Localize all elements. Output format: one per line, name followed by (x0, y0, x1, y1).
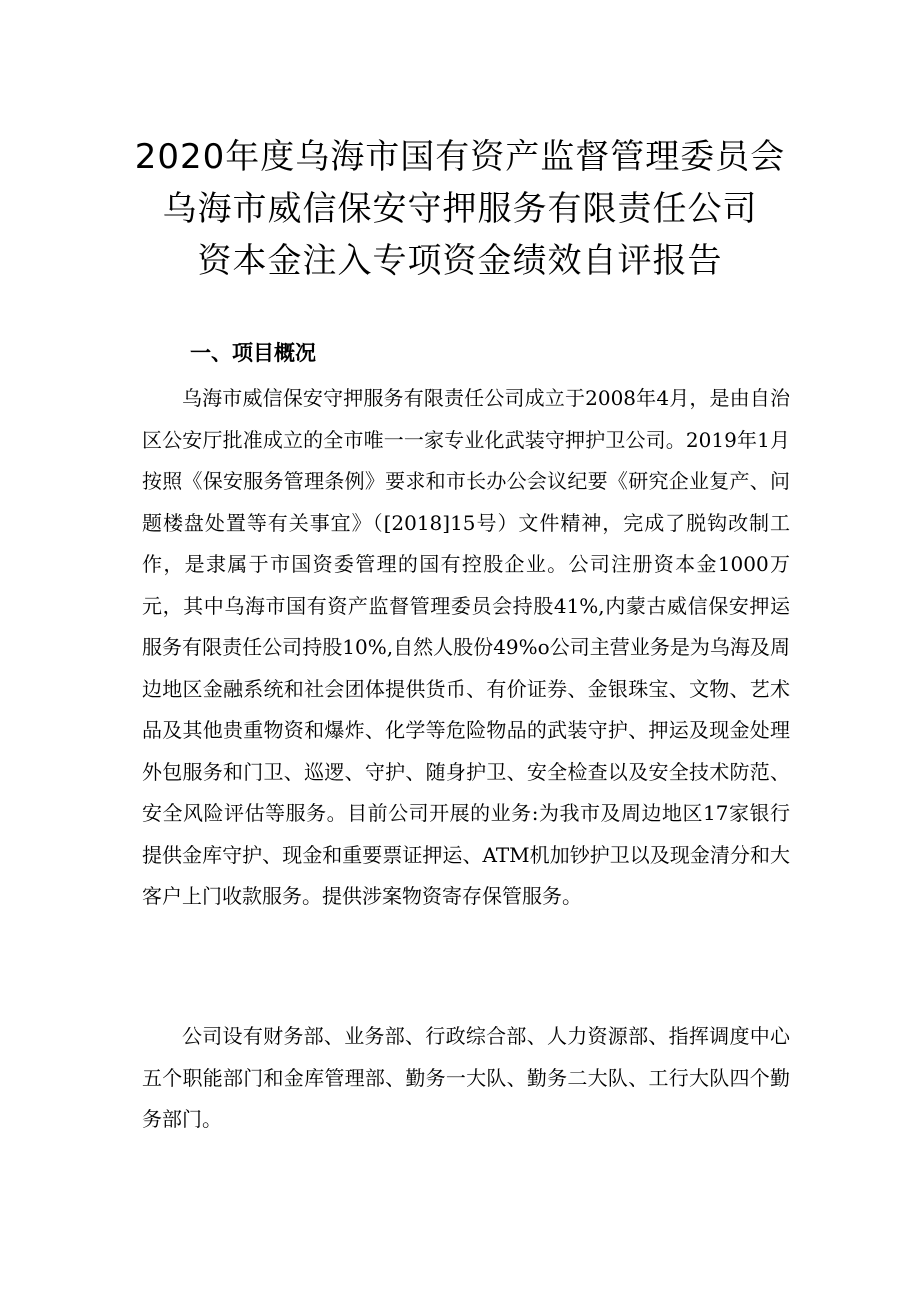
report-title-line-1: 2020年度乌海市国有资产监督管理委员会 (134, 137, 786, 177)
paragraph-company-overview: 乌海市威信保安守押服务有限责任公司成立于2008年4月，是由自治区公安厅批准成立的全市唯一一家专业化武装守押护卫公司。2019年1月按照《保安服务管理条例》要求和市长办公会议纪要《研究企业复产、问题楼盘处置等有关事宜》（[2018]15号）文件精神，完成了脱钩改制工作，是隶属于市国资委管理的国有控股企业。公司注册资本金1000万元，其中乌海市国有资产监督管理委员会持股41%,内蒙古威信保安押运服务有限责任公司持股10%,自然人股份49%o公司主营业务是为乌海及周边地区金融系统和社会团体提供货币、有价证券、金银珠宝、文物、艺术品及其他贵重物资和爆炸、化学等危险物品的武装守护、押运及现金处理外包服务和门卫、巡逻、守护、随身护卫、安全检查以及安全技术防范、安全风险评估等服务。目前公司开展的业务:为我市及周边地区17家银行提供金库守护、现金和重要票证押运、ATM机加钞护卫以及现金清分和大客户上门收款服务。提供涉案物资寄存保管服务。 (142, 386, 790, 908)
paragraph-departments: 公司设有财务部、业务部、行政综合部、人力资源部、指挥调度中心五个职能部门和金库管理部、勤务一大队、勤务二大队、工行大队四个勤务部门。 (142, 1024, 790, 1131)
report-title-line-2: 乌海市威信保安守押服务有限责任公司 (162, 189, 758, 229)
report-title-line-3: 资本金注入专项资金绩效自评报告 (197, 241, 723, 281)
section-heading: 一、项目概况 (190, 341, 316, 365)
